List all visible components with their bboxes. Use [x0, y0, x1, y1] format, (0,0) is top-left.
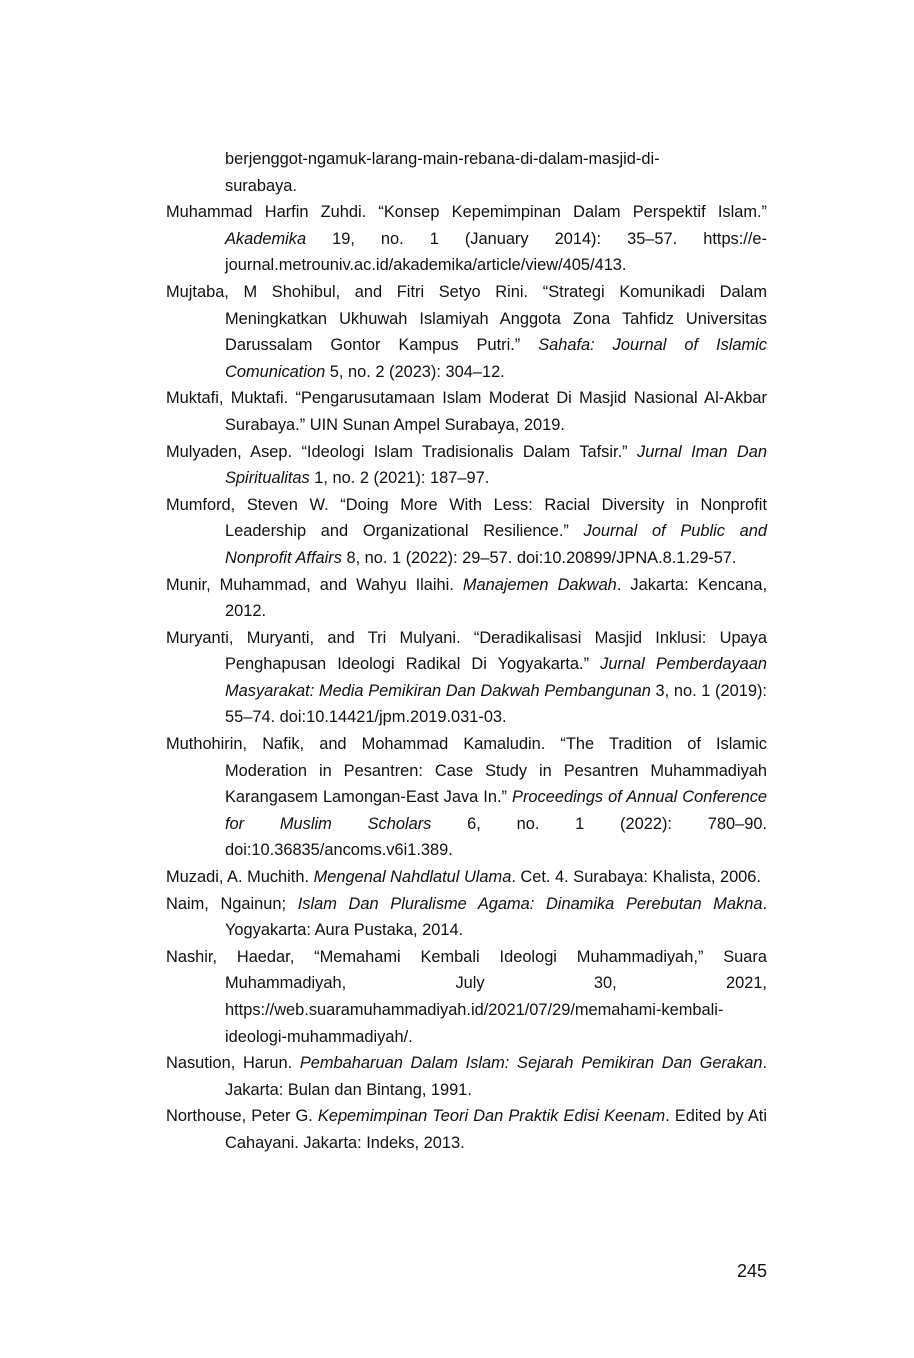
reference-text: . Edited by Ati Cahayani. Jakarta: Indeks, 2013. — [225, 1107, 767, 1152]
reference-text: 8, no. 1 (2022): 29–57. doi:10.20899/JPNA.8.1.29-57. — [341, 548, 737, 567]
continuation-line: surabaya. — [225, 176, 297, 195]
reference-entry — [166, 944, 767, 1050]
reference-text: 1, no. 2 (2021): 187–97. — [309, 469, 490, 488]
reference-title: Jurnal Pemberdayaan Masyarakat: Media Pemikiran Dan Dakwah Pembangunan — [225, 655, 767, 700]
reference-list — [166, 199, 767, 1156]
reference-entry — [166, 279, 767, 385]
reference-text: 3, no. 1 (2019): 55–74. doi:10.14421/jpm.2019.031-03. — [225, 681, 767, 727]
reference-entry — [166, 891, 767, 944]
reference-text: Munir, Muhammad, and Wahyu Ilaihi. — [166, 575, 463, 594]
reference-text: 5, no. 2 (2023): 304–12. — [325, 362, 505, 381]
reference-title: Pembaharuan Dalam Islam: Sejarah Pemikiran Dan Gerakan — [299, 1054, 763, 1073]
reference-entry — [166, 492, 767, 572]
reference-text: 6, no. 1 (2022): 780–90. doi:10.36835/ancoms.v6i1.389. — [225, 814, 767, 860]
reference-title: Proceedings of Annual Conference for Muslim Scholars — [225, 788, 768, 833]
reference-entry — [166, 1103, 767, 1156]
reference-text: Muzadi, A. Muchith. — [166, 868, 314, 887]
reference-entry — [166, 439, 767, 492]
reference-title: Manajemen Dakwah — [462, 575, 617, 594]
reference-text: . Cet. 4. Surabaya: Khalista, 2006. — [511, 868, 761, 887]
reference-title: Jurnal Iman Dan Spiritualitas — [225, 442, 767, 488]
reference-title: Kepemimpinan Teori Dan Praktik Edisi Keenam — [317, 1107, 666, 1126]
reference-title: Sahafa: Journal of Islamic Comunication — [225, 336, 768, 381]
reference-entry — [166, 199, 767, 279]
continuation-line: berjenggot-ngamuk-larang-main-rebana-di-dalam-masjid-di- — [225, 150, 660, 168]
reference-text: Mumford, Steven W. “Doing More With Less: Racial Diversity in Nonprofit Leadership and Organizational Resilience.” — [166, 495, 767, 541]
reference-entry — [166, 385, 767, 438]
reference-title: Akademika — [225, 229, 307, 248]
reference-title: Mengenal Nahdlatul Ulama — [313, 868, 512, 887]
reference-text: Muktafi, Muktafi. “Pengarusutamaan Islam Moderat Di Masjid Nasional Al-Akbar Surabaya.” UIN Sunan Ampel Surabaya, 2019. — [166, 389, 767, 434]
page-number: 245 — [736, 1261, 767, 1281]
reference-title: Islam Dan Pluralisme Agama: Dinamika Perebutan Makna — [297, 894, 763, 913]
reference-text: Muryanti, Muryanti, and Tri Mulyani. “Deradikalisasi Masjid Inklusi: Upaya Penghapusan Ideologi Radikal Di Yogyakarta.” — [166, 628, 767, 674]
bibliography — [166, 146, 767, 1157]
reference-text: Muthohirin, Nafik, and Mohammad Kamaludin. “The Tradition of Islamic Moderation in Pesantren: Case Study in Pesantren Muhammadiyah Karangasem Lamongan-East Java In.” — [166, 735, 767, 807]
reference-text: Northouse, Peter G. — [166, 1107, 318, 1126]
reference-text: . Yogyakarta: Aura Pustaka, 2014. — [225, 894, 767, 940]
reference-entry — [166, 625, 767, 731]
reference-entry — [166, 731, 767, 864]
reference-entry — [166, 1050, 767, 1103]
reference-text: Nashir, Haedar, “Memahami Kembali Ideologi Muhammadiyah,” Suara Muhammadiyah, July 30, 2021, https://web.suaramuhammadiyah.id/2021/07/29/memahami-kembali-ideologi-muhammadiyah/. — [166, 947, 767, 1046]
reference-text: Naim, Ngainun; — [166, 894, 298, 913]
reference-text: 19, no. 1 (January 2014): 35–57. https://e-journal.metrouniv.ac.id/akademika/article/view/405/413. — [225, 229, 767, 275]
reference-text: . Jakarta: Bulan dan Bintang, 1991. — [225, 1054, 767, 1099]
reference-text: Mujtaba, M Shohibul, and Fitri Setyo Rini. “Strategi Komunikadi Dalam Meningkatkan Ukhuwah Islamiyah Anggota Zona Tahfidz Universitas Darussalam Gontor Kampus Putri.” — [166, 282, 767, 355]
reference-title: Journal of Public and Nonprofit Affairs — [225, 522, 767, 567]
reference-entry — [166, 864, 767, 891]
reference-text: Nasution, Harun. — [166, 1054, 300, 1073]
reference-text: Mulyaden, Asep. “Ideologi Islam Tradisionalis Dalam Tafsir.” — [166, 442, 638, 461]
reference-text: . Jakarta: Kencana, 2012. — [225, 575, 767, 621]
reference-text: Muhammad Harfin Zuhdi. “Konsep Kepemimpinan Dalam Perspektif Islam.” — [166, 203, 767, 222]
reference-entry — [166, 572, 767, 625]
